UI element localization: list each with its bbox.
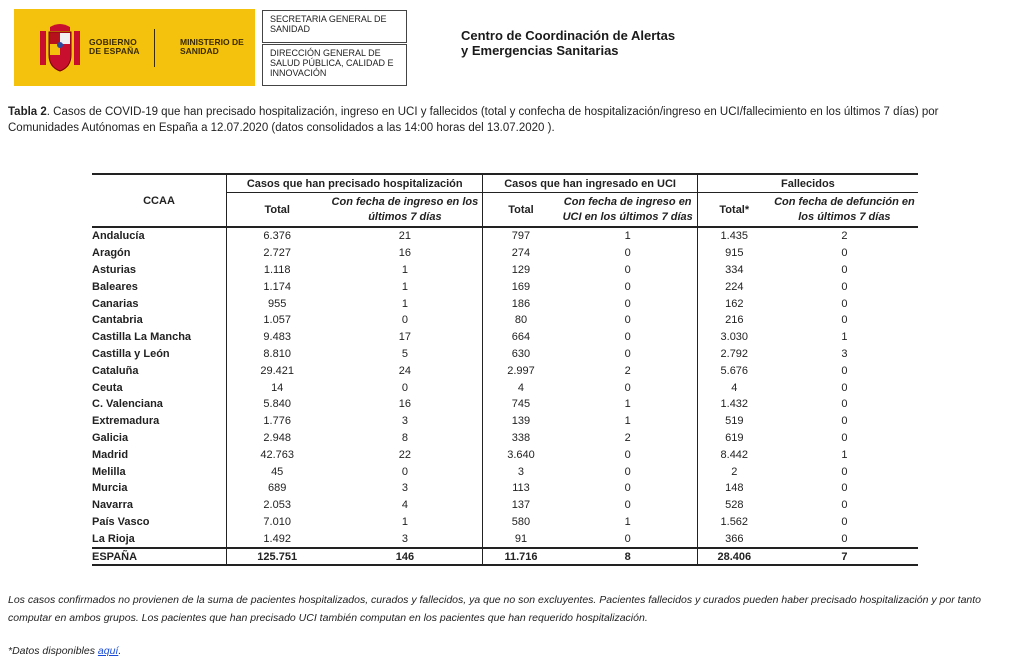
table-cell: 1.562	[697, 514, 771, 531]
table-cell: 0	[841, 364, 848, 377]
region-name: Melilla	[92, 465, 126, 478]
table-cell: 24	[398, 364, 412, 377]
region-name: Cataluña	[92, 364, 139, 377]
table-cell: 0	[401, 465, 408, 478]
table-row	[92, 430, 918, 447]
region-name: Navarra	[92, 499, 133, 512]
table-cell: 334	[697, 262, 771, 279]
table-cell: 4	[483, 379, 559, 396]
table-cell: 619	[697, 430, 771, 447]
table-cell: 1	[401, 263, 408, 276]
table-cell: 3.030	[697, 329, 771, 346]
table-cell: 0	[624, 448, 631, 461]
table-row	[92, 480, 918, 497]
table-cell: 45	[227, 463, 328, 480]
table-cell: 4	[697, 379, 771, 396]
table-cell: 0	[624, 331, 631, 344]
table-cell: 630	[483, 346, 559, 363]
table-row	[92, 497, 918, 514]
table-cell: 1	[841, 331, 848, 344]
table-cell: 519	[697, 413, 771, 430]
table-cell: 0	[624, 247, 631, 260]
table-cell: 7.010	[227, 514, 328, 531]
gobierno-logo	[14, 9, 255, 86]
table-cell: 0	[841, 398, 848, 411]
table-row	[92, 346, 918, 363]
table-cell: 216	[697, 312, 771, 329]
region-name: Galicia	[92, 431, 129, 444]
table-row	[92, 446, 918, 463]
table-cell: 0	[841, 314, 848, 327]
table-cell: 125.751	[227, 548, 328, 565]
table-cell: 8.442	[697, 446, 771, 463]
table-cell: 745	[483, 396, 559, 413]
table-cell: 29.421	[227, 362, 328, 379]
table-cell: 137	[483, 497, 559, 514]
table-row	[92, 379, 918, 396]
table-cell: 955	[227, 295, 328, 312]
region-name: Aragón	[92, 247, 131, 260]
table-cell: 366	[697, 530, 771, 548]
table-cell: 0	[624, 280, 631, 293]
region-name: Cantabria	[92, 314, 143, 327]
table-cell: 0	[624, 465, 631, 478]
table-cell: 113	[483, 480, 559, 497]
table-cell: 9.483	[227, 329, 328, 346]
region-name: Madrid	[92, 448, 129, 461]
table-row	[92, 396, 918, 413]
table-cell: 0	[624, 314, 631, 327]
table-cell: 5.840	[227, 396, 328, 413]
table-cell: 0	[841, 297, 848, 310]
region-name: Canarias	[92, 297, 139, 310]
table-caption	[8, 104, 1008, 136]
table-cell: 1	[624, 230, 631, 243]
region-name: Baleares	[92, 280, 138, 293]
table-cell: 664	[483, 329, 559, 346]
table-cell: 169	[483, 278, 559, 295]
table-cell: 1	[401, 280, 408, 293]
table-cell: 6.376	[227, 227, 328, 245]
table-cell: 129	[483, 262, 559, 279]
table-cell: 1.174	[227, 278, 328, 295]
table-cell: 14	[227, 379, 328, 396]
availability-note	[8, 645, 121, 657]
table-cell: 146	[327, 548, 483, 565]
table-cell: 0	[624, 263, 631, 276]
table-cell: 1.057	[227, 312, 328, 329]
col-fall-7d: Con fecha de defunción en los últimos 7 días	[774, 195, 915, 223]
table-cell: 0	[401, 314, 408, 327]
region-name: Ceuta	[92, 381, 123, 394]
table-cell: 797	[483, 227, 559, 245]
footnote: Los casos confirmados no provienen de la suma de pacientes hospitalizados, curados y fallecidos, ya que no son excluyentes. Pacientes fallecidos y curados pueden haber precisado hospitalización y por tanto computar en ambos grupos. Los pacientes que han precisado UCI también computan en los pacientes que han requerido hospitalización.	[8, 594, 982, 624]
table-body	[92, 227, 918, 565]
table-cell: 3.640	[483, 446, 559, 463]
table-cell: 0	[841, 263, 848, 276]
centro-title: Centro de Coordinación de Alertas y Emergencias Sanitarias	[461, 28, 676, 58]
table-cell: 4	[401, 499, 408, 512]
availability-suffix: .	[118, 645, 122, 657]
table-cell: 3	[483, 463, 559, 480]
col-hosp-7d: Con fecha de ingreso en los últimos 7 días	[331, 195, 479, 223]
table-cell: 2	[624, 431, 631, 444]
table-cell: 0	[841, 247, 848, 260]
col-uci-total: Total	[483, 193, 559, 228]
table-cell: 2.727	[227, 245, 328, 262]
caption-text: . Casos de COVID-19 que han precisado hospitalización, ingreso en UCI y fallecidos (total y confecha de hospitalización/ingreso en UCI/fallecimiento en los últimos 7 días) por Comunidades Autónomas en España a 12.07.2020 (datos consolidados a las 14:00 horas del 13.07.2020 ).	[8, 106, 939, 134]
table-row	[92, 245, 918, 262]
gobierno-text: GOBIERNO DE ESPAÑA	[89, 37, 140, 56]
ccaa-header: CCAA	[92, 174, 227, 227]
availability-prefix: *Datos disponibles	[8, 645, 98, 657]
table-row	[92, 463, 918, 480]
table-cell: 2.792	[697, 346, 771, 363]
table-cell: 274	[483, 245, 559, 262]
logo-divider	[154, 29, 155, 67]
table-cell: 1	[624, 515, 631, 528]
table-cell: 0	[624, 532, 631, 545]
table-cell: 0	[841, 482, 848, 495]
table-cell: 28.406	[697, 548, 771, 565]
table-cell: 0	[841, 431, 848, 444]
table-cell: 2.997	[483, 362, 559, 379]
table-row	[92, 530, 918, 548]
table-cell: 1.118	[227, 262, 328, 279]
table-cell: 7	[771, 548, 918, 565]
table-cell: 0	[841, 415, 848, 428]
col-hosp-total: Total	[227, 193, 328, 228]
table-cell: 1.435	[697, 227, 771, 245]
table-cell: 2	[697, 463, 771, 480]
table-cell: 5	[401, 347, 408, 360]
total-row	[92, 548, 918, 565]
table-cell: 1.776	[227, 413, 328, 430]
table-cell: 22	[398, 448, 412, 461]
region-name: País Vasco	[92, 515, 150, 528]
table-cell: 0	[624, 482, 631, 495]
table-cell: 0	[624, 347, 631, 360]
table-cell: 16	[398, 398, 412, 411]
table-row	[92, 278, 918, 295]
table-cell: 0	[841, 465, 848, 478]
table-cell: 1.432	[697, 396, 771, 413]
table-cell: 0	[401, 381, 408, 394]
table-cell: 2.948	[227, 430, 328, 447]
table-cell: 5.676	[697, 362, 771, 379]
group-hospitalizacion: Casos que han precisado hospitalización	[227, 174, 483, 193]
region-name: Asturias	[92, 263, 137, 276]
table-cell: 2	[841, 230, 848, 243]
hospitalization-table	[92, 173, 918, 566]
table-cell: 528	[697, 497, 771, 514]
table-cell: 0	[841, 381, 848, 394]
table-row	[92, 312, 918, 329]
table-cell: 689	[227, 480, 328, 497]
table-cell: 17	[398, 331, 412, 344]
table-cell: 0	[841, 532, 848, 545]
table-cell: 11.716	[483, 548, 559, 565]
direccion-box: DIRECCIÓN GENERAL DE SALUD PÚBLICA, CALIDAD E INNOVACIÓN	[262, 44, 407, 86]
group-uci: Casos que han ingresado en UCI	[483, 174, 697, 193]
table-cell: 186	[483, 295, 559, 312]
table-cell: 3	[841, 347, 848, 360]
table-cell: 91	[483, 530, 559, 548]
group-fallecidos: Fallecidos	[697, 174, 918, 193]
table-cell: 338	[483, 430, 559, 447]
table-cell: 0	[624, 499, 631, 512]
region-name: Castilla La Mancha	[92, 331, 192, 344]
table-cell: 915	[697, 245, 771, 262]
table-cell: 162	[697, 295, 771, 312]
table-cell: 0	[841, 280, 848, 293]
table-cell: 0	[841, 515, 848, 528]
table-cell: 42.763	[227, 446, 328, 463]
table-row	[92, 413, 918, 430]
table-cell: 1	[624, 398, 631, 411]
ministerio-text: MINISTERIO DE SANIDAD	[180, 37, 244, 56]
table-cell: 139	[483, 413, 559, 430]
table-cell: 224	[697, 278, 771, 295]
table-cell: 148	[697, 480, 771, 497]
table-cell: 8	[559, 548, 698, 565]
table-cell: 80	[483, 312, 559, 329]
table-row	[92, 329, 918, 346]
table-cell: 1	[841, 448, 848, 461]
region-name: Murcia	[92, 482, 128, 495]
col-fall-total: Total*	[697, 193, 771, 228]
col-uci-7d: Con fecha de ingreso en UCI en los últimos 7 días	[562, 195, 693, 223]
table-cell: 1	[624, 415, 631, 428]
region-name: ESPAÑA	[92, 548, 227, 565]
table-cell: 0	[624, 297, 631, 310]
table-cell: 3	[401, 532, 408, 545]
table-cell: 0	[841, 499, 848, 512]
table-cell: 0	[624, 381, 631, 394]
table-row	[92, 362, 918, 379]
table-row	[92, 227, 918, 245]
datos-link[interactable]: aquí	[97, 645, 119, 657]
region-name: C. Valenciana	[92, 398, 163, 411]
table-row	[92, 295, 918, 312]
caption-label: Tabla 2	[8, 106, 47, 118]
region-name: Extremadura	[92, 415, 160, 428]
table-cell: 2	[624, 364, 631, 377]
table-cell: 2.053	[227, 497, 328, 514]
table-cell: 580	[483, 514, 559, 531]
table-cell: 3	[401, 482, 408, 495]
table-row	[92, 262, 918, 279]
table-cell: 1	[401, 297, 408, 310]
region-name: La Rioja	[92, 532, 135, 545]
region-name: Castilla y León	[92, 347, 170, 360]
table-cell: 8	[401, 431, 408, 444]
table-cell: 21	[398, 230, 412, 243]
table-cell: 1	[401, 515, 408, 528]
table-cell: 16	[398, 247, 412, 260]
region-name: Andalucía	[92, 230, 145, 243]
table-row	[92, 514, 918, 531]
table-cell: 8.810	[227, 346, 328, 363]
table-cell: 1.492	[227, 530, 328, 548]
table-cell: 3	[401, 415, 408, 428]
secretaria-box: SECRETARIA GENERAL DE SANIDAD	[262, 10, 407, 43]
coat-of-arms-icon	[38, 21, 82, 75]
